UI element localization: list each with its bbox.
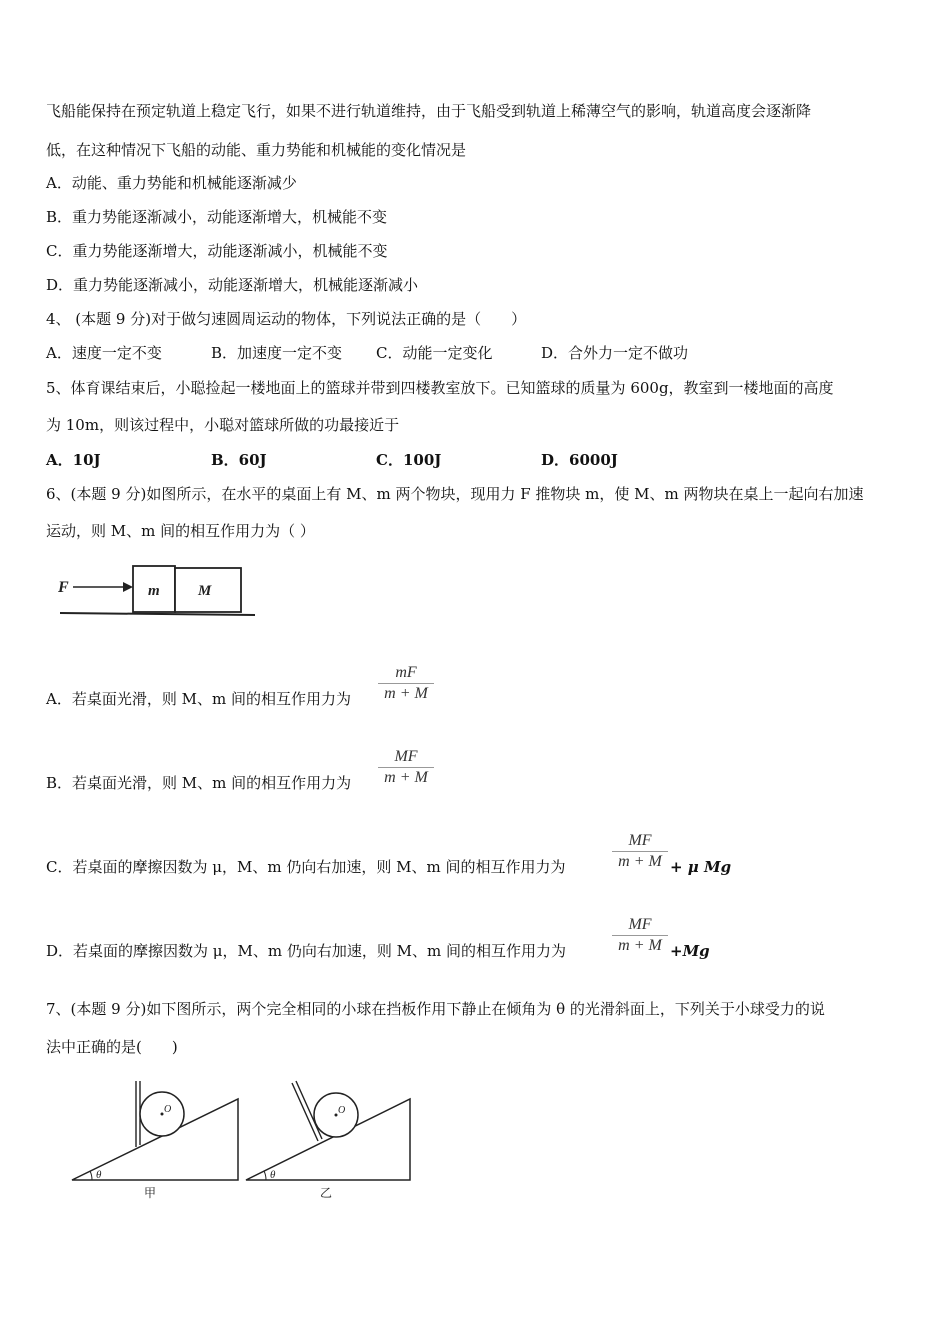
force-label: F: [58, 579, 69, 596]
angle-arc-right: [264, 1171, 266, 1180]
fraction-numerator: MF: [394, 748, 418, 765]
figure-label-jia: 甲: [144, 1186, 157, 1200]
q4-option-a: A．速度一定不变: [46, 344, 162, 362]
center-label-left: O: [164, 1104, 172, 1115]
fraction-numerator: MF: [628, 832, 652, 849]
theta-label-left: θ: [96, 1169, 102, 1181]
q6-option-b-fraction: [378, 747, 434, 788]
block-m-label: m: [148, 583, 160, 599]
q6-option-d-fraction: [612, 915, 668, 956]
q7-stem-line2: 法中正确的是( ): [46, 1038, 178, 1056]
fraction-denominator: m + M: [384, 685, 428, 702]
table-surface: [60, 613, 255, 615]
q3-option-d: D．重力势能逐渐减小，动能逐渐增大，机械能逐渐减小: [46, 276, 419, 294]
q5-option-b: B．60J: [211, 451, 267, 469]
q6-option-a-fraction: [378, 663, 434, 704]
q4-option-c: C．动能一定变化: [376, 344, 493, 362]
q3-stem-line2: 低，在这种情况下飞船的动能、重力势能和机械能的变化情况是: [46, 141, 467, 159]
q3-option-a: A．动能、重力势能和机械能逐渐减少: [46, 174, 297, 192]
q4-option-d: D．合外力一定不做功: [541, 344, 689, 362]
q4-stem: 4、 (本题 9 分)对于做匀速圆周运动的物体，下列说法正确的是（ ）: [46, 310, 527, 328]
force-arrowhead: [123, 582, 133, 592]
fraction-numerator: MF: [628, 916, 652, 933]
q7-stem-line1: 7、(本题 9 分)如下图所示，两个完全相同的小球在挡板作用下静止在倾角为 θ 的光滑斜面上，下列关于小球受力的说: [46, 1000, 825, 1018]
q5-stem-line1: 5、体育课结束后，小聪捡起一楼地面上的篮球并带到四楼教室放下。已知篮球的质量为 600g，教室到一楼地面的高度: [46, 379, 834, 397]
q6-option-d: D．若桌面的摩擦因数为 μ，M、m 仍向右加速，则 M、m 间的相互作用力为: [46, 942, 567, 960]
fraction-denominator: m + M: [618, 937, 662, 954]
theta-label-right: θ: [270, 1169, 276, 1181]
block-M-label: M: [198, 583, 212, 599]
q6-stem-line1: 6、(本题 9 分)如图所示，在水平的桌面上有 M、m 两个物块，现用力 F 推物块 m，使 M、m 两物块在桌上一起向右加速: [46, 485, 864, 503]
q5-option-d: D．6000J: [541, 451, 618, 469]
q6-option-a: A．若桌面光滑，则 M、m 间的相互作用力为: [46, 690, 351, 708]
q3-option-b: B．重力势能逐渐减小，动能逐渐增大，机械能不变: [46, 208, 388, 226]
q6-option-c-fraction: [612, 831, 668, 872]
q5-option-a: A．10J: [46, 451, 101, 469]
q4-option-b: B．加速度一定不变: [211, 344, 343, 362]
q6-option-d-tail: +Mg: [670, 942, 710, 960]
q3-option-c: C．重力势能逐渐增大，动能逐渐减小，机械能不变: [46, 242, 388, 260]
q6-option-c-tail: + μ Mg: [670, 858, 732, 876]
q6-figure-blocks: [55, 560, 265, 630]
q6-option-b: B．若桌面光滑，则 M、m 间的相互作用力为: [46, 774, 352, 792]
fraction-numerator: mF: [395, 664, 417, 681]
q7-figure-inclines: [66, 1075, 416, 1205]
q3-stem-line1: 飞船能保持在预定轨道上稳定飞行，如果不进行轨道维持，由于飞船受到轨道上稀薄空气的影响，轨道高度会逐渐降: [46, 102, 812, 120]
q6-stem-line2: 运动，则 M、m 间的相互作用力为（ ）: [46, 522, 315, 540]
q6-option-c: C．若桌面的摩擦因数为 μ，M、m 仍向右加速，则 M、m 间的相互作用力为: [46, 858, 566, 876]
center-label-right: O: [338, 1105, 346, 1116]
q5-option-c: C．100J: [376, 451, 442, 469]
q5-stem-line2: 为 10m，则该过程中，小聪对篮球所做的功最接近于: [46, 416, 400, 434]
fraction-denominator: m + M: [618, 853, 662, 870]
fraction-denominator: m + M: [384, 769, 428, 786]
figure-label-yi: 乙: [320, 1186, 333, 1200]
angle-arc-left: [90, 1171, 92, 1180]
